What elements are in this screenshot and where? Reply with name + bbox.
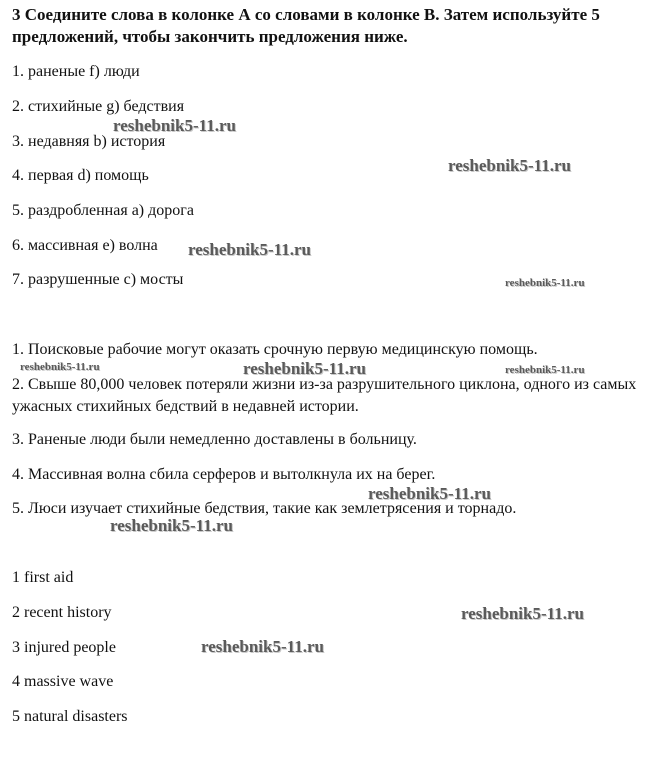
match-item: 7. разрушенные c) мосты — [12, 271, 184, 288]
watermark: reshebnik5-11.ru — [448, 156, 571, 175]
answer-item: 2 recent history — [12, 604, 112, 621]
watermark: reshebnik5-11.ru — [110, 516, 233, 535]
answer-item: 1 first aid — [12, 569, 74, 586]
match-item: 4. первая d) помощь — [12, 167, 149, 184]
watermark: reshebnik5-11.ru — [505, 277, 585, 289]
match-item: 3. недавняя b) история — [12, 133, 166, 150]
sentence-item: 4. Массивная волна сбила серферов и вытолкнула их на берег. — [12, 466, 436, 483]
watermark: reshebnik5-11.ru — [243, 359, 366, 378]
answer-item: 3 injured people — [12, 639, 116, 656]
watermark: reshebnik5-11.ru — [368, 484, 491, 503]
watermark: reshebnik5-11.ru — [188, 240, 311, 259]
match-item: 6. массивная e) волна — [12, 237, 158, 254]
watermark: reshebnik5-11.ru — [201, 637, 324, 656]
watermark: reshebnik5-11.ru — [113, 116, 236, 135]
match-item: 1. раненые f) люди — [12, 63, 140, 80]
match-item: 5. раздробленная a) дорога — [12, 202, 194, 219]
sentence-item: 3. Раненые люди были немедленно доставлены в больницу. — [12, 431, 417, 448]
match-item: 2. стихийные g) бедствия — [12, 98, 185, 115]
watermark: reshebnik5-11.ru — [20, 361, 100, 373]
watermark: reshebnik5-11.ru — [461, 604, 584, 623]
sentence-item: 5. Люси изучает стихийные бедствия, такие как землетрясения и торнадо. — [12, 500, 517, 517]
watermark: reshebnik5-11.ru — [505, 364, 585, 376]
exercise-heading: 3 Соедините слова в колонке А со словами в колонке В. Затем используйте 5 предложений, чтобы закончить предложения ниже. — [12, 5, 600, 46]
sentence-item: 2. Свыше 80,000 человек потеряли жизни из-за разрушительного циклона, одного из самых ужасных стихийных бедствий в недавней истории. — [12, 376, 637, 415]
answer-item: 4 massive wave — [12, 673, 114, 690]
sentence-item: 1. Поисковые рабочие могут оказать срочную первую медицинскую помощь. — [12, 341, 538, 358]
answer-item: 5 natural disasters — [12, 708, 128, 725]
